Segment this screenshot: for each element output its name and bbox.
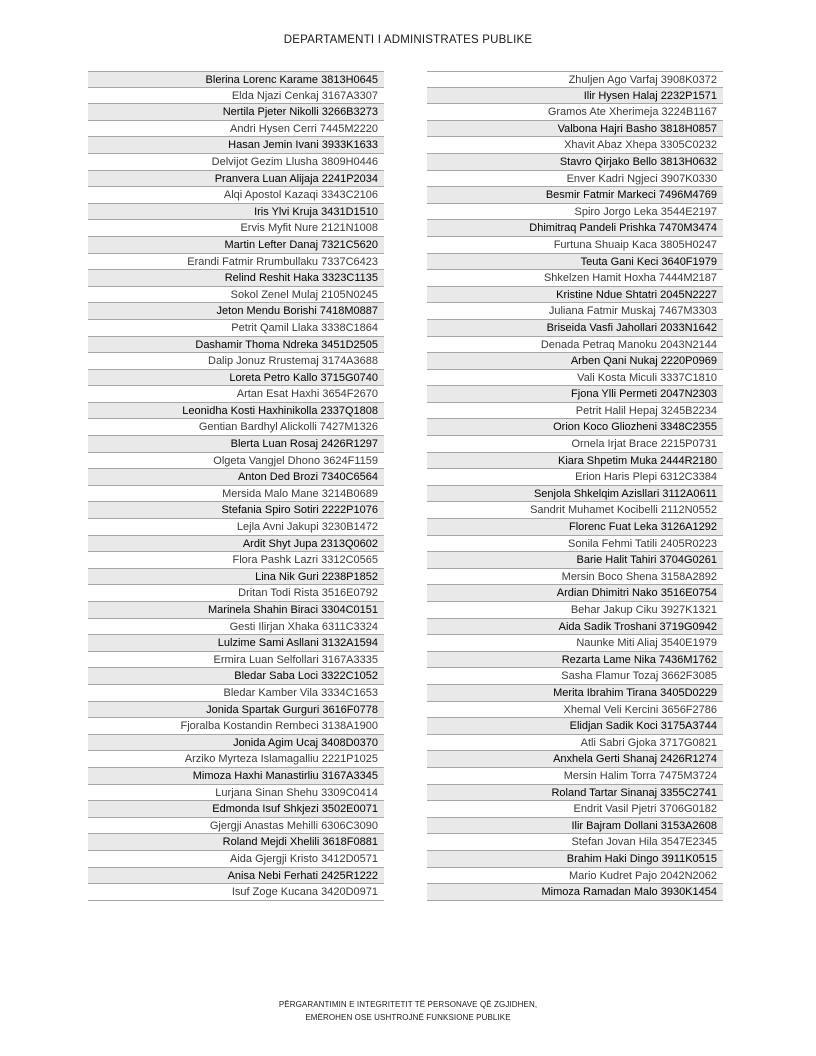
list-item: Dalip Jonuz Rrustemaj 3174A3688	[88, 353, 384, 370]
list-item: Aida Gjergji Kristo 3412D0571	[88, 851, 384, 868]
list-item: Fjona Ylli Permeti 2047N2303	[427, 386, 723, 403]
list-item: Iris Ylvi Kruja 3431D1510	[88, 204, 384, 221]
list-item: Sasha Flamur Tozaj 3662F3085	[427, 668, 723, 685]
list-item: Merita Ibrahim Tirana 3405D0229	[427, 685, 723, 702]
list-item: Sandrit Muhamet Kocibelli 2112N0552	[427, 502, 723, 519]
list-item: Behar Jakup Ciku 3927K1321	[427, 602, 723, 619]
list-item: Ermira Luan Selfollari 3167A3335	[88, 652, 384, 669]
list-item: Ornela Irjat Brace 2215P0731	[427, 436, 723, 453]
list-item: Anton Ded Brozi 7340C6564	[88, 469, 384, 486]
list-item: Zhuljen Ago Varfaj 3908K0372	[427, 71, 723, 88]
list-item: Mersida Malo Mane 3214B0689	[88, 486, 384, 503]
list-item: Marinela Shahin Biraci 3304C0151	[88, 602, 384, 619]
footer-line-1: PËRGARANTIMIN E INTEGRITETIT TË PERSONAVE QË ZGJIDHEN,	[278, 1000, 538, 1009]
list-item: Vali Kosta Miculi 3337C1810	[427, 370, 723, 387]
list-item: Bledar Kamber Vila 3334C1653	[88, 685, 384, 702]
list-item: Martin Lefter Danaj 7321C5620	[88, 237, 384, 254]
list-item: Petrit Qamil Llaka 3338C1864	[88, 320, 384, 337]
list-item: Spiro Jorgo Leka 3544E2197	[427, 204, 723, 221]
list-item: Mersin Halim Torra 7475M3724	[427, 768, 723, 785]
list-item: Artan Esat Haxhi 3654F2670	[88, 386, 384, 403]
list-item: Dhimitraq Pandeli Prishka 7470M3474	[427, 220, 723, 237]
list-item: Teuta Gani Keci 3640F1979	[427, 254, 723, 271]
list-item: Sokol Zenel Mulaj 2105N0245	[88, 287, 384, 304]
list-item: Pranvera Luan Alijaja 2241P2034	[88, 171, 384, 188]
list-item: Relind Reshit Haka 3323C1135	[88, 270, 384, 287]
list-item: Ardit Shyt Jupa 2313Q0602	[88, 536, 384, 553]
list-item: Stefania Spiro Sotiri 2222P1076	[88, 502, 384, 519]
list-item: Aida Sadik Troshani 3719G0942	[427, 619, 723, 636]
list-item: Xhavit Abaz Xhepa 3305C0232	[427, 137, 723, 154]
list-item: Stavro Qirjako Bello 3813H0632	[427, 154, 723, 171]
list-item: Mersin Boco Shena 3158A2892	[427, 569, 723, 586]
list-item: Blerina Lorenc Karame 3813H0645	[88, 71, 384, 88]
list-item: Lejla Avni Jakupi 3230B1472	[88, 519, 384, 536]
list-item: Elda Njazi Cenkaj 3167A3307	[88, 88, 384, 105]
list-item: Brahim Haki Dingo 3911K0515	[427, 851, 723, 868]
list-item: Ardian Dhimitri Nako 3516E0754	[427, 585, 723, 602]
list-item: Jeton Mendu Borishi 7418M0887	[88, 303, 384, 320]
left-name-column	[88, 71, 384, 901]
list-item: Roland Mejdi Xhelili 3618F0881	[88, 834, 384, 851]
list-item: Lurjana Sinan Shehu 3309C0414	[88, 785, 384, 802]
list-item: Petrit Halil Hepaj 3245B2234	[427, 403, 723, 420]
list-item: Xhemal Veli Kercini 3656F2786	[427, 702, 723, 719]
list-item: Nertila Pjeter Nikolli 3266B3273	[88, 104, 384, 121]
footer-line-2: EMËROHEN OSE USHTROJNË FUNKSIONE PUBLIKE	[305, 1012, 511, 1022]
list-item: Ilir Bajram Dollani 3153A2608	[427, 818, 723, 835]
page-footer	[0, 999, 816, 1024]
list-item: Gesti Ilirjan Xhaka 6311C3324	[88, 619, 384, 636]
list-item: Gentian Bardhyl Alickolli 7427M1326	[88, 419, 384, 436]
list-item: Ilir Hysen Halaj 2232P1571	[427, 88, 723, 105]
list-item: Alqi Apostol Kazaqi 3343C2106	[88, 187, 384, 204]
list-item: Furtuna Shuaip Kaca 3805H0247	[427, 237, 723, 254]
list-item: Jonida Spartak Gurguri 3616F0778	[88, 702, 384, 719]
list-item: Erion Haris Plepi 6312C3384	[427, 469, 723, 486]
list-item: Denada Petraq Manoku 2043N2144	[427, 337, 723, 354]
list-item: Atli Sabri Gjoka 3717G0821	[427, 735, 723, 752]
list-item: Ervis Myfit Nure 2121N1008	[88, 220, 384, 237]
list-item: Edmonda Isuf Shkjezi 3502E0071	[88, 801, 384, 818]
list-item: Delvijot Gezim Llusha 3809H0446	[88, 154, 384, 171]
list-item: Elidjan Sadik Koci 3175A3744	[427, 718, 723, 735]
list-item: Besmir Fatmir Markeci 7496M4769	[427, 187, 723, 204]
list-item: Briseida Vasfi Jahollari 2033N1642	[427, 320, 723, 337]
list-item: Shkelzen Hamit Hoxha 7444M2187	[427, 270, 723, 287]
list-item: Mimoza Haxhi Manastirliu 3167A3345	[88, 768, 384, 785]
list-item: Gramos Ate Xherimeja 3224B1167	[427, 104, 723, 121]
list-item: Erandi Fatmir Rrumbullaku 7337C6423	[88, 254, 384, 271]
list-item: Anxhela Gerti Shanaj 2426R1274	[427, 751, 723, 768]
list-item: Orion Koco Gliozheni 3348C2355	[427, 419, 723, 436]
list-item: Stefan Jovan Hila 3547E2345	[427, 834, 723, 851]
list-item: Flora Pashk Lazri 3312C0565	[88, 552, 384, 569]
list-item: Senjola Shkelqim Azisllari 3112A0611	[427, 486, 723, 503]
list-item: Sonila Fehmi Tatili 2405R0223	[427, 536, 723, 553]
right-name-column	[427, 71, 723, 901]
list-item: Gjergji Anastas Mehilli 6306C3090	[88, 818, 384, 835]
list-item: Jonida Agim Ucaj 3408D0370	[88, 735, 384, 752]
list-item: Lulzime Sami Asllani 3132A1594	[88, 635, 384, 652]
list-item: Arben Qani Nukaj 2220P0969	[427, 353, 723, 370]
list-item: Kiara Shpetim Muka 2444R2180	[427, 453, 723, 470]
list-item: Roland Tartar Sinanaj 3355C2741	[427, 785, 723, 802]
list-item: Juliana Fatmir Muskaj 7467M3303	[427, 303, 723, 320]
list-item: Naunke Miti Aliaj 3540E1979	[427, 635, 723, 652]
list-item: Blerta Luan Rosaj 2426R1297	[88, 436, 384, 453]
list-item: Endrit Vasil Pjetri 3706G0182	[427, 801, 723, 818]
list-item: Mimoza Ramadan Malo 3930K1454	[427, 884, 723, 901]
list-item: Fjoralba Kostandin Rembeci 3138A1900	[88, 718, 384, 735]
list-item: Kristine Ndue Shtatri 2045N2227	[427, 287, 723, 304]
list-item: Mario Kudret Pajo 2042N2062	[427, 868, 723, 885]
list-item: Bledar Saba Loci 3322C1052	[88, 668, 384, 685]
list-item: Enver Kadri Ngjeci 3907K0330	[427, 171, 723, 188]
list-item: Leonidha Kosti Haxhinikolla 2337Q1808	[88, 403, 384, 420]
list-item: Hasan Jemin Ivani 3933K1633	[88, 137, 384, 154]
list-item: Loreta Petro Kallo 3715G0740	[88, 370, 384, 387]
list-item: Valbona Hajri Basho 3818H0857	[427, 121, 723, 138]
list-item: Arziko Myrteza Islamagalliu 2221P1025	[88, 751, 384, 768]
list-item: Florenc Fuat Leka 3126A1292	[427, 519, 723, 536]
list-item: Dashamir Thoma Ndreka 3451D2505	[88, 337, 384, 354]
page-title: DEPARTAMENTI I ADMINISTRATES PUBLIKE	[283, 34, 533, 46]
list-item: Barie Halit Tahiri 3704G0261	[427, 552, 723, 569]
list-item: Isuf Zoge Kucana 3420D0971	[88, 884, 384, 901]
list-item: Rezarta Lame Nika 7436M1762	[427, 652, 723, 669]
list-item: Anisa Nebi Ferhati 2425R1222	[88, 868, 384, 885]
list-item: Lina Nik Guri 2238P1852	[88, 569, 384, 586]
list-item: Andri Hysen Cerri 7445M2220	[88, 121, 384, 138]
list-item: Dritan Todi Rista 3516E0792	[88, 585, 384, 602]
list-item: Olgeta Vangjel Dhono 3624F1159	[88, 453, 384, 470]
